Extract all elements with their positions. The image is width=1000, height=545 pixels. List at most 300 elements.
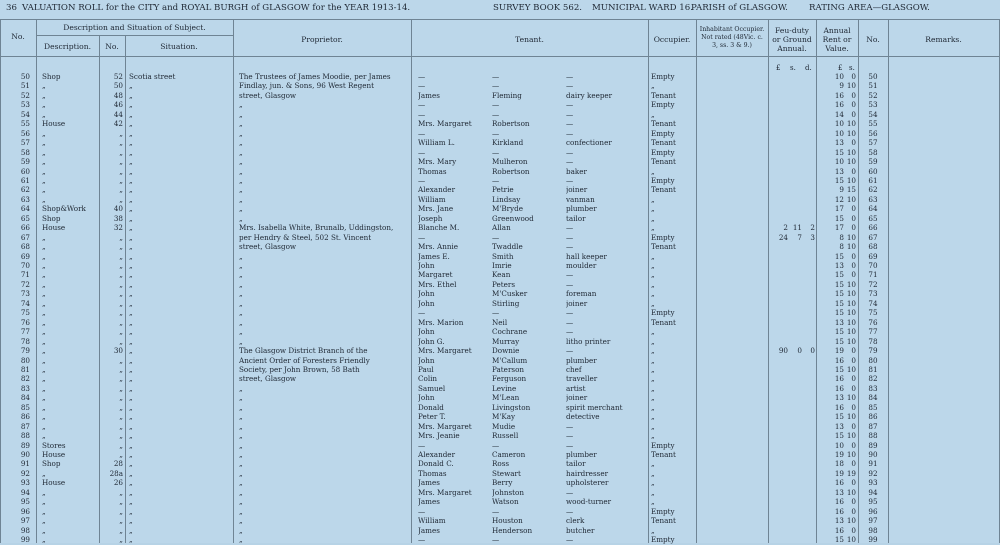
row-description: „ xyxy=(42,327,46,337)
row-rent-pounds: 15 xyxy=(834,431,844,441)
row-rent-pounds: 13 xyxy=(834,487,844,497)
row-rent-pounds: 15 xyxy=(834,535,844,545)
row-no-right: 50 xyxy=(868,72,878,81)
row-tenant-surname: Allan xyxy=(492,223,511,233)
row-rent-pounds: 15 xyxy=(834,175,844,185)
row-tenant-occupation: plumber xyxy=(566,355,597,365)
row-tenant-surname: Livingston xyxy=(492,402,531,412)
row-description: Shop&Work xyxy=(42,204,86,214)
row-no: 55 xyxy=(20,119,30,129)
row-proprietor: Ancient Order of Foresters Friendly xyxy=(239,355,370,365)
row-situation: „ xyxy=(129,185,133,195)
row-description: „ xyxy=(42,374,46,384)
row-no: 90 xyxy=(20,450,30,459)
row-rent-pounds: 8 xyxy=(839,232,844,242)
row-rent-shillings: 0 xyxy=(851,109,856,119)
row-occupier: „ xyxy=(651,279,655,289)
row-no-right: 77 xyxy=(868,327,878,337)
row-number: 28 xyxy=(113,459,123,469)
row-tenant-occupation: artist xyxy=(566,383,586,393)
col-proprietor: Proprietor. xyxy=(301,35,343,44)
row-situation: „ xyxy=(129,364,133,374)
row-no: 93 xyxy=(20,478,30,488)
row-situation: „ xyxy=(129,147,133,157)
row-number: „ xyxy=(119,166,123,176)
row-no-right: 60 xyxy=(868,166,878,176)
row-proprietor: street, Glasgow xyxy=(239,242,297,252)
row-proprietor: Findlay, jun. & Sons, 96 West Regent xyxy=(239,81,375,91)
row-situation: „ xyxy=(129,213,133,223)
row-rent-shillings: 10 xyxy=(846,535,856,545)
row-proprietor: „ xyxy=(239,336,243,346)
row-tenant-first-name: John xyxy=(418,393,435,403)
row-rent-shillings: 10 xyxy=(846,364,856,374)
row-situation: „ xyxy=(129,270,133,280)
row-proprietor: The Glasgow District Branch of the xyxy=(239,346,368,356)
survey-book: SURVEY BOOK 562. xyxy=(493,3,583,13)
row-number: „ xyxy=(119,535,123,545)
row-rent-pounds: 10 xyxy=(834,128,844,138)
row-tenant-first-name: Mrs. Mary xyxy=(418,157,457,167)
row-tenant-first-name: Alexander xyxy=(418,450,456,459)
row-no-right: 76 xyxy=(868,317,878,327)
row-proprietor: „ xyxy=(239,393,243,403)
row-description: „ xyxy=(42,279,46,289)
row-tenant-first-name: Mrs. Jeanie xyxy=(418,431,460,441)
row-tenant-first-name: John xyxy=(418,327,435,337)
row-description: „ xyxy=(42,100,46,110)
row-situation: „ xyxy=(129,279,133,289)
row-tenant-surname: Stirling xyxy=(492,298,520,308)
row-description: „ xyxy=(42,393,46,403)
row-tenant-surname: Cameron xyxy=(492,450,526,459)
row-tenant-surname: Berry xyxy=(492,478,513,488)
row-rent-shillings: 0 xyxy=(851,497,856,507)
row-rent-shillings: 10 xyxy=(846,336,856,346)
row-rent-pounds: 10 xyxy=(834,119,844,129)
row-proprietor: „ xyxy=(239,279,243,289)
row-number: 28a xyxy=(109,468,123,478)
row-situation: „ xyxy=(129,298,133,308)
row-rent-pounds: 15 xyxy=(834,327,844,337)
col-annual-rent: Annual Rent or Value. xyxy=(822,26,852,53)
row-no-right: 69 xyxy=(868,251,878,261)
row-no-right: 85 xyxy=(868,402,878,412)
row-situation: „ xyxy=(129,535,133,545)
row-no-right: 75 xyxy=(868,308,878,318)
row-occupier: Empty xyxy=(651,100,675,110)
row-situation: „ xyxy=(129,100,133,110)
row-tenant-surname: Paterson xyxy=(492,364,525,374)
row-occupier: „ xyxy=(651,81,655,91)
table-row xyxy=(0,535,1000,545)
rating-area: RATING AREA—GLASGOW. xyxy=(809,3,930,13)
row-no-right: 51 xyxy=(868,81,878,91)
row-number: 32 xyxy=(113,223,123,233)
row-tenant-surname: Houston xyxy=(492,516,523,526)
row-tenant-occupation: — xyxy=(566,175,574,185)
row-feu-pounds: 24 xyxy=(778,232,788,242)
row-no-right: 98 xyxy=(868,525,878,535)
row-no: 73 xyxy=(20,289,30,299)
row-no: 98 xyxy=(20,525,30,535)
row-tenant-occupation: — xyxy=(566,327,574,337)
row-rent-pounds: 15 xyxy=(834,364,844,374)
row-tenant-occupation: tailor xyxy=(566,459,586,469)
row-proprietor: „ xyxy=(239,478,243,488)
row-tenant-first-name: — xyxy=(418,147,426,157)
rent-shillings-unit: s. xyxy=(849,64,855,72)
row-tenant-occupation: — xyxy=(566,440,574,450)
row-rent-shillings: 10 xyxy=(846,232,856,242)
row-tenant-occupation: — xyxy=(566,128,574,138)
row-situation: „ xyxy=(129,412,133,422)
row-no: 60 xyxy=(20,166,30,176)
description-group-rule xyxy=(36,35,233,36)
row-rent-shillings: 0 xyxy=(851,72,856,81)
row-rent-shillings: 0 xyxy=(851,402,856,412)
row-situation: „ xyxy=(129,336,133,346)
row-rent-pounds: 13 xyxy=(834,516,844,526)
row-occupier: „ xyxy=(651,364,655,374)
row-rent-shillings: 10 xyxy=(846,289,856,299)
row-occupier: „ xyxy=(651,223,655,233)
row-tenant-occupation: — xyxy=(566,242,574,252)
feu-pence-unit: d. xyxy=(805,64,812,72)
feu-pounds-unit: £ xyxy=(776,64,781,72)
row-rent-shillings: 10 xyxy=(846,147,856,157)
row-tenant-occupation: joiner xyxy=(566,393,588,403)
row-occupier: „ xyxy=(651,393,655,403)
row-tenant-first-name: James xyxy=(418,90,440,100)
row-description: „ xyxy=(42,194,46,204)
row-tenant-occupation: baker xyxy=(566,166,587,176)
row-situation: „ xyxy=(129,478,133,488)
row-no-right: 99 xyxy=(868,535,878,545)
row-number: „ xyxy=(119,157,123,167)
row-tenant-surname: Peters xyxy=(492,279,516,289)
row-description: Shop xyxy=(42,72,61,81)
row-number: 26 xyxy=(113,478,123,488)
row-no-right: 57 xyxy=(868,138,878,148)
row-description: „ xyxy=(42,128,46,138)
row-tenant-occupation: — xyxy=(566,279,574,289)
row-occupier: Empty xyxy=(651,232,675,242)
row-proprietor: „ xyxy=(239,431,243,441)
row-tenant-occupation: wood-turner xyxy=(566,497,612,507)
row-no: 62 xyxy=(20,185,30,195)
row-proprietor: Mrs. Isabella White, Brunalb, Uddingston, xyxy=(239,223,394,233)
row-tenant-first-name: Mrs. Margaret xyxy=(418,119,472,129)
row-no: 77 xyxy=(20,327,30,337)
row-tenant-surname: Petrie xyxy=(492,185,514,195)
row-proprietor: „ xyxy=(239,166,243,176)
row-number: „ xyxy=(119,327,123,337)
row-rent-pounds: 16 xyxy=(834,402,844,412)
row-proprietor: „ xyxy=(239,525,243,535)
row-tenant-occupation: litho printer xyxy=(566,336,611,346)
row-tenant-first-name: — xyxy=(418,81,426,91)
row-rent-pounds: 13 xyxy=(834,393,844,403)
row-no-right: 73 xyxy=(868,289,878,299)
row-no-right: 84 xyxy=(868,393,878,403)
row-proprietor: „ xyxy=(239,251,243,261)
row-rent-pounds: 15 xyxy=(834,308,844,318)
row-rent-pounds: 15 xyxy=(834,147,844,157)
row-number: 42 xyxy=(113,119,123,129)
row-proprietor: „ xyxy=(239,119,243,129)
row-tenant-occupation: chef xyxy=(566,364,582,374)
row-tenant-occupation: foreman xyxy=(566,289,597,299)
row-tenant-surname: — xyxy=(492,506,500,516)
page-header xyxy=(0,0,1000,16)
row-number: „ xyxy=(119,175,123,185)
row-tenant-occupation: plumber xyxy=(566,450,597,459)
row-situation: „ xyxy=(129,383,133,393)
row-tenant-first-name: Donald xyxy=(418,402,444,412)
row-tenant-first-name: — xyxy=(418,72,426,81)
row-no: 81 xyxy=(20,364,30,374)
row-tenant-first-name: James E. xyxy=(418,251,450,261)
row-rent-shillings: 0 xyxy=(851,478,856,488)
row-rent-pounds: 19 xyxy=(834,346,844,356)
row-rent-shillings: 10 xyxy=(846,431,856,441)
row-tenant-occupation: moulder xyxy=(566,261,597,270)
row-no: 56 xyxy=(20,128,30,138)
row-situation: „ xyxy=(129,450,133,459)
row-occupier: „ xyxy=(651,478,655,488)
row-description: „ xyxy=(42,251,46,261)
row-tenant-occupation: joiner xyxy=(566,185,588,195)
row-no-right: 93 xyxy=(868,478,878,488)
row-tenant-first-name: James xyxy=(418,525,440,535)
row-situation: „ xyxy=(129,90,133,100)
row-rent-pounds: 19 xyxy=(834,450,844,459)
row-no-right: 87 xyxy=(868,421,878,431)
row-no: 96 xyxy=(20,506,30,516)
col-situation: Situation. xyxy=(160,42,198,51)
row-tenant-occupation: — xyxy=(566,270,574,280)
feu-shillings-unit: s. xyxy=(790,64,796,72)
row-no-right: 83 xyxy=(868,383,878,393)
row-proprietor: „ xyxy=(239,402,243,412)
rent-pounds-unit: £ xyxy=(838,64,843,72)
row-feu-pence: 0 xyxy=(810,346,815,356)
row-no: 71 xyxy=(20,270,30,280)
row-rent-pounds: 13 xyxy=(834,261,844,270)
row-rent-shillings: 10 xyxy=(846,298,856,308)
row-no-right: 90 xyxy=(868,450,878,459)
page-number: 36 xyxy=(6,3,17,13)
row-number: „ xyxy=(119,336,123,346)
row-no-right: 96 xyxy=(868,506,878,516)
row-rent-shillings: 10 xyxy=(846,157,856,167)
row-number: „ xyxy=(119,516,123,526)
row-tenant-surname: — xyxy=(492,81,500,91)
col-occupier: Occupier. xyxy=(653,35,691,44)
row-rent-shillings: 0 xyxy=(851,383,856,393)
row-description: „ xyxy=(42,497,46,507)
row-tenant-first-name: — xyxy=(418,232,426,242)
row-rent-shillings: 10 xyxy=(846,487,856,497)
row-situation: Scotia street xyxy=(129,72,176,81)
row-number: „ xyxy=(119,289,123,299)
row-rent-pounds: 15 xyxy=(834,412,844,422)
row-rent-pounds: 16 xyxy=(834,525,844,535)
row-rent-shillings: 0 xyxy=(851,440,856,450)
roll-title: VALUATION ROLL for the CITY and ROYAL BURGH of GLASGOW for the YEAR 1913-14. xyxy=(22,3,411,13)
row-rent-shillings: 10 xyxy=(846,308,856,318)
row-rent-shillings: 10 xyxy=(846,279,856,289)
row-number: „ xyxy=(119,421,123,431)
row-proprietor: The Trustees of James Moodie, per James xyxy=(239,72,391,81)
row-occupier: Empty xyxy=(651,308,675,318)
row-no-right: 54 xyxy=(868,109,878,119)
row-no: 51 xyxy=(20,81,30,91)
row-occupier: Tenant xyxy=(651,242,676,252)
row-description: „ xyxy=(42,468,46,478)
row-rent-pounds: 15 xyxy=(834,289,844,299)
col-number: No. xyxy=(105,42,119,51)
row-tenant-first-name: Mrs. Margaret xyxy=(418,346,472,356)
row-number: „ xyxy=(119,298,123,308)
row-tenant-first-name: Mrs. Margaret xyxy=(418,421,472,431)
row-number: „ xyxy=(119,431,123,441)
row-situation: „ xyxy=(129,251,133,261)
row-proprietor: „ xyxy=(239,213,243,223)
row-rent-shillings: 0 xyxy=(851,90,856,100)
header-top-rule xyxy=(0,19,1000,20)
row-no: 78 xyxy=(20,336,30,346)
row-description: „ xyxy=(42,232,46,242)
row-description: „ xyxy=(42,138,46,148)
row-no-right: 56 xyxy=(868,128,878,138)
row-occupier: Empty xyxy=(651,535,675,545)
row-proprietor: „ xyxy=(239,261,243,270)
row-tenant-surname: Imrie xyxy=(492,261,512,270)
row-no-right: 53 xyxy=(868,100,878,110)
row-number: „ xyxy=(119,450,123,459)
row-description: „ xyxy=(42,261,46,270)
col-no-right: No. xyxy=(866,35,880,44)
row-tenant-surname: Stewart xyxy=(492,468,521,478)
row-rent-shillings: 10 xyxy=(846,412,856,422)
row-tenant-first-name: — xyxy=(418,109,426,119)
row-number: „ xyxy=(119,497,123,507)
row-no-right: 52 xyxy=(868,90,878,100)
row-rent-pounds: 10 xyxy=(834,157,844,167)
row-rent-pounds: 9 xyxy=(839,81,844,91)
row-no: 68 xyxy=(20,242,30,252)
row-proprietor: „ xyxy=(239,317,243,327)
row-tenant-surname: Henderson xyxy=(492,525,533,535)
row-tenant-occupation: — xyxy=(566,157,574,167)
row-no: 53 xyxy=(20,100,30,110)
row-proprietor: „ xyxy=(239,516,243,526)
row-no-right: 89 xyxy=(868,440,878,450)
row-no: 50 xyxy=(20,72,30,81)
row-no-right: 63 xyxy=(868,194,878,204)
row-tenant-surname: — xyxy=(492,232,500,242)
row-occupier: Tenant xyxy=(651,119,676,129)
row-tenant-occupation: — xyxy=(566,232,574,242)
row-rent-shillings: 10 xyxy=(846,175,856,185)
row-situation: „ xyxy=(129,175,133,185)
row-number: „ xyxy=(119,194,123,204)
row-rent-shillings: 0 xyxy=(851,213,856,223)
row-tenant-first-name: Peter T. xyxy=(418,412,446,422)
row-rent-shillings: 0 xyxy=(851,138,856,148)
row-no-right: 78 xyxy=(868,336,878,346)
row-proprietor: „ xyxy=(239,147,243,157)
row-occupier: „ xyxy=(651,346,655,356)
row-tenant-occupation: hairdresser xyxy=(566,468,609,478)
row-tenant-first-name: Alexander xyxy=(418,185,456,195)
row-tenant-first-name: — xyxy=(418,308,426,318)
row-tenant-first-name: Thomas xyxy=(418,166,447,176)
row-tenant-first-name: — xyxy=(418,100,426,110)
row-description: „ xyxy=(42,308,46,318)
row-no: 85 xyxy=(20,402,30,412)
row-description: „ xyxy=(42,402,46,412)
row-no: 57 xyxy=(20,138,30,148)
row-tenant-surname: Smith xyxy=(492,251,514,261)
row-rent-pounds: 15 xyxy=(834,298,844,308)
row-number: „ xyxy=(119,147,123,157)
row-occupier: „ xyxy=(651,525,655,535)
row-occupier: „ xyxy=(651,383,655,393)
municipal-ward: MUNICIPAL WARD 16. xyxy=(592,3,693,13)
row-tenant-occupation: spirit merchant xyxy=(566,402,623,412)
row-rent-pounds: 13 xyxy=(834,166,844,176)
row-description: Shop xyxy=(42,213,61,223)
row-tenant-surname: Levine xyxy=(492,383,517,393)
row-proprietor: „ xyxy=(239,204,243,214)
row-number: „ xyxy=(119,242,123,252)
row-situation: „ xyxy=(129,393,133,403)
row-number: „ xyxy=(119,374,123,384)
row-no: 66 xyxy=(20,223,30,233)
row-tenant-occupation: dairy keeper xyxy=(566,90,613,100)
row-occupier: „ xyxy=(651,336,655,346)
row-occupier: Tenant xyxy=(651,317,676,327)
row-tenant-surname: M'Callum xyxy=(492,355,528,365)
row-number: 48 xyxy=(113,90,123,100)
row-tenant-occupation: — xyxy=(566,421,574,431)
row-occupier: „ xyxy=(651,497,655,507)
row-tenant-occupation: — xyxy=(566,346,574,356)
row-tenant-occupation: — xyxy=(566,223,574,233)
row-tenant-first-name: Mrs. Annie xyxy=(418,242,459,252)
row-tenant-surname: Fleming xyxy=(492,90,522,100)
row-tenant-surname: Cochrane xyxy=(492,327,528,337)
row-situation: „ xyxy=(129,223,133,233)
row-no-right: 70 xyxy=(868,261,878,270)
row-rent-shillings: 0 xyxy=(851,346,856,356)
row-rent-shillings: 10 xyxy=(846,81,856,91)
row-tenant-surname: Ross xyxy=(492,459,510,469)
row-no: 86 xyxy=(20,412,30,422)
row-proprietor: „ xyxy=(239,487,243,497)
row-feu-shillings: 0 xyxy=(797,346,802,356)
row-number: „ xyxy=(119,355,123,365)
row-occupier: Tenant xyxy=(651,157,676,167)
row-tenant-occupation: confectioner xyxy=(566,138,612,148)
row-tenant-first-name: Paul xyxy=(418,364,434,374)
row-tenant-surname: Kean xyxy=(492,270,511,280)
row-number: 40 xyxy=(113,204,123,214)
row-rent-pounds: 9 xyxy=(839,185,844,195)
